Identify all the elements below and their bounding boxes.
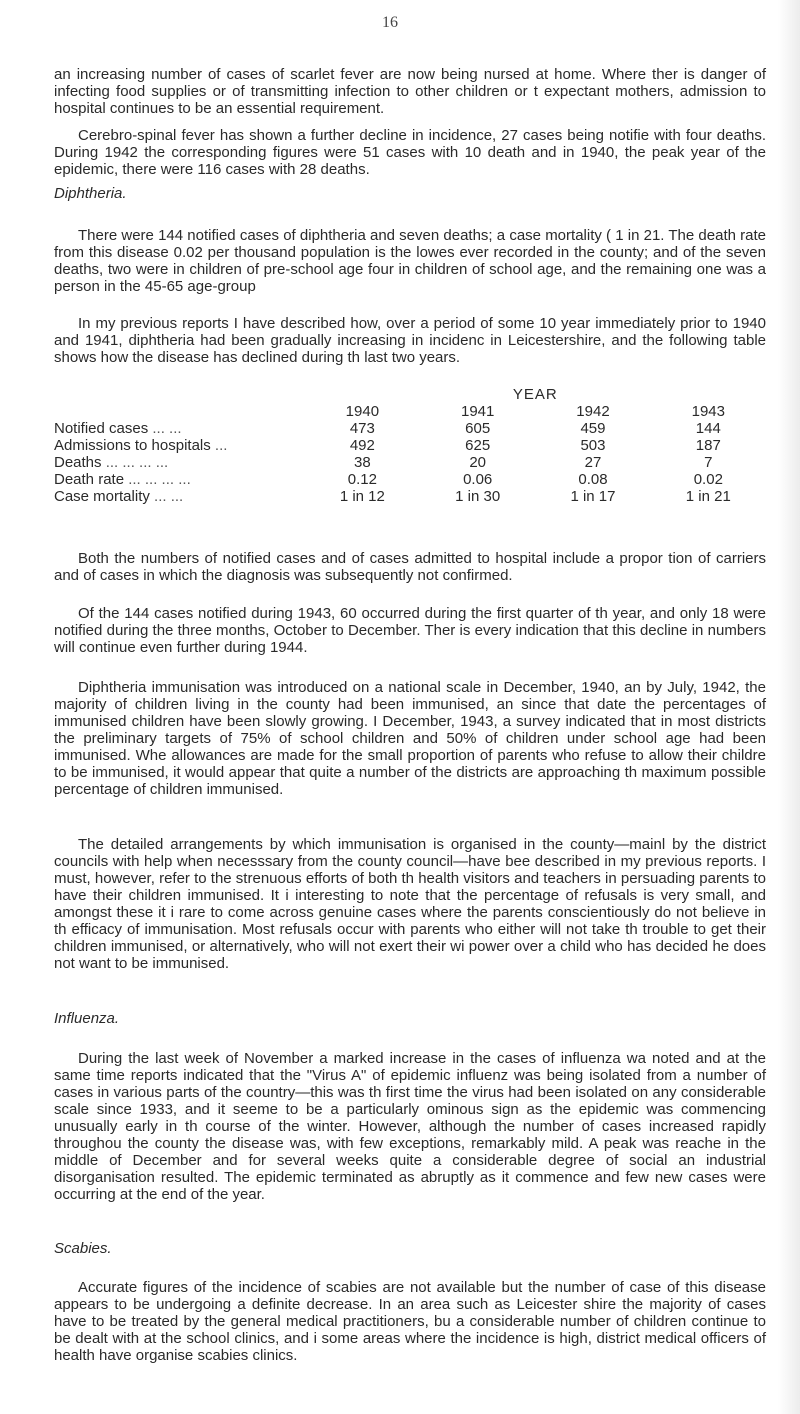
table-row [54,471,766,488]
table-cell: 605 [465,420,491,437]
table-title: YEAR [512,386,558,403]
heading-diphtheria: Diphtheria. [54,185,127,202]
diphtheria-paragraph-2 [54,315,766,366]
heading-influenza: Influenza. [54,1010,120,1027]
table-cell: 20 [469,454,487,471]
leader-dots: ... ... ... ... [105,454,169,471]
table-cell: 625 [465,437,491,454]
leader-dots: ... [214,437,228,454]
paragraph-text: During the last week of November a marked increase in the cases of influenza wa noted and at the same time reports indicated that the "Virus A" of epidemic influenz was being isolated from a number of cases in various parts of the country—this was th first time the virus had been isolated on any considerable scale since 1933, and it seeme to be a particularly ominous sign as the epidemic was commencing unusually early in th course of the winter. However, although the number of cases increased rapidly throughou the county the disease was, with few exceptions, remarkably mild. A peak was reache in the middle of December and for several weeks quite a considerable degree of social an industrial disorganisation resulted. The epidemic terminated as abruptly as it commence and few new cases were occurring at the end of the year. [54,1050,766,1203]
table-year-header: 1943 [691,403,725,420]
leader-dots: ... ... [154,488,184,505]
paragraph-text: In my previous reports I have described how, over a period of some 10 year immediately prior to 1940 and 1941, diphtheria had been gradually increasing in incidenc in Leicestershire, and the following table shows how the disease has declined during th last two years. [54,315,766,366]
paragraph-text: Both the numbers of notified cases and of cases admitted to hospital include a propor tion of carriers and of cases in which the diagnosis was subsequently not confirmed. [54,550,766,584]
row-label: Notified cases [54,420,149,437]
leader-dots: ... ... [152,420,182,437]
table-year-header: 1942 [576,403,610,420]
row-label: Admissions to hospitals [54,437,211,454]
paragraph-text: The detailed arrangements by which immunisation is organised in the county—mainl by the district councils with help when necesssary from the county council—have bee described in my previous reports. I must, however, refer to the strenuous efforts of both th health visitors and teachers in persuading parents to have their children immunised. It i interesting to note that the percentage of refusals is very small, and amongst these it i rare to come across genuine cases where the parents conscientiously do not believe in th efficacy of immunisation. Most refusals occur with parents who either will not take th trouble to get their children immunised, or alternatively, who will not exert their wi power over a child who has decided he does not want to be immunised. [54,836,766,972]
page-edge-shadow [778,0,800,1414]
table-cell: 1 in 12 [339,488,385,505]
immunisation-paragraph [54,679,766,798]
table-cell: 144 [695,420,721,437]
row-label: Case mortality [54,488,150,505]
table-cell: 0.06 [463,471,493,488]
cerebro-spinal-paragraph [54,127,766,178]
paragraph-text: an increasing number of cases of scarlet fever are now being nursed at home. Where ther is danger of infecting food supplies or of transmitting infection to other children or t expectant mothers, admission to hospital continues to be an essential requirement. [54,66,766,117]
table-cell: 0.12 [347,471,377,488]
table-cell: 473 [349,420,375,437]
diphtheria-paragraph-3 [54,550,766,584]
table-cell: 503 [580,437,606,454]
paragraph-text: Of the 144 cases notified during 1943, 60 occurred during the first quarter of th year, and only 18 were notified during the three months, October to December. Ther is every indication that this decline in numbers will continue even further during 1944. [54,605,766,656]
table-cell: 27 [584,454,602,471]
immunisation-arrangements-paragraph [54,836,766,972]
table-year-header: 1940 [345,403,380,420]
paragraph-text: There were 144 notified cases of diphtheria and seven deaths; a case mortality ( 1 in 21. The death rate from this disease 0.02 per thousand population is the lowes ever recorded in the county; and of the seven deaths, two were in children of pre-school age four in children of school age, and the remaining one was a person in the 45-65 age-group [54,227,766,295]
table-title-row [54,386,766,403]
table-cell: 0.02 [693,471,723,488]
table-cell: 38 [354,454,371,471]
influenza-paragraph [54,1050,766,1203]
table-row [54,454,766,471]
table-year-header: 1941 [460,403,495,420]
table-cell: 1 in 21 [685,488,731,505]
table-row [54,437,766,454]
row-label: Deaths [54,454,102,471]
diphtheria-paragraph-1 [54,227,766,295]
scarlet-fever-paragraph [54,66,766,117]
diphtheria-table [54,386,766,505]
scabies-paragraph [54,1279,766,1364]
row-label: Death rate [54,471,125,488]
paragraph-text: Diphtheria immunisation was introduced on a national scale in December, 1940, an by July, 1942, the majority of children living in the county had been immunised, an since that date the percentages of immunised children have been slowly growing. I December, 1943, a survey indicated that in most districts the preliminary targets of 75% of school children and 50% of children under school age had been immunised. Whe allowances are made for the small proportion of parents who refuse to allow their childre to be immunised, it would appear that quite a number of the districts are approaching th maximum possible percentage of children immunised. [54,679,766,798]
paragraph-text: Accurate figures of the incidence of scabies are not available but the number of case of this disease appears to be undergoing a definite decrease. In an area such as Leicester shire the majority of cases have to be treated by the general medical practitioners, bu a considerable number of children continue to be dealt with at the school clinics, and i some areas where the incidence is high, district medical officers of health have organise scabies clinics. [54,1279,766,1364]
table-cell: 1 in 30 [455,488,501,505]
table-cell: 492 [349,437,375,454]
page-number: 16 [382,14,398,31]
table-cell: 459 [580,420,606,437]
table-cell: 0.08 [578,471,608,488]
heading-scabies: Scabies. [54,1240,112,1257]
paragraph-text: Cerebro-spinal fever has shown a further decline in incidence, 27 cases being notifie with four deaths. During 1942 the corresponding figures were 51 cases with 10 death and in 1940, the peak year of the epidemic, there were 116 cases with 28 deaths. [54,127,766,178]
table-row [54,488,766,505]
table-cell: 1 in 17 [570,488,616,505]
table-header-row [54,403,766,420]
leader-dots: ... ... ... ... [128,471,191,488]
table-cell: 187 [695,437,721,454]
table-cell: 7 [704,454,713,471]
diphtheria-paragraph-4 [54,605,766,656]
table-row [54,420,766,437]
